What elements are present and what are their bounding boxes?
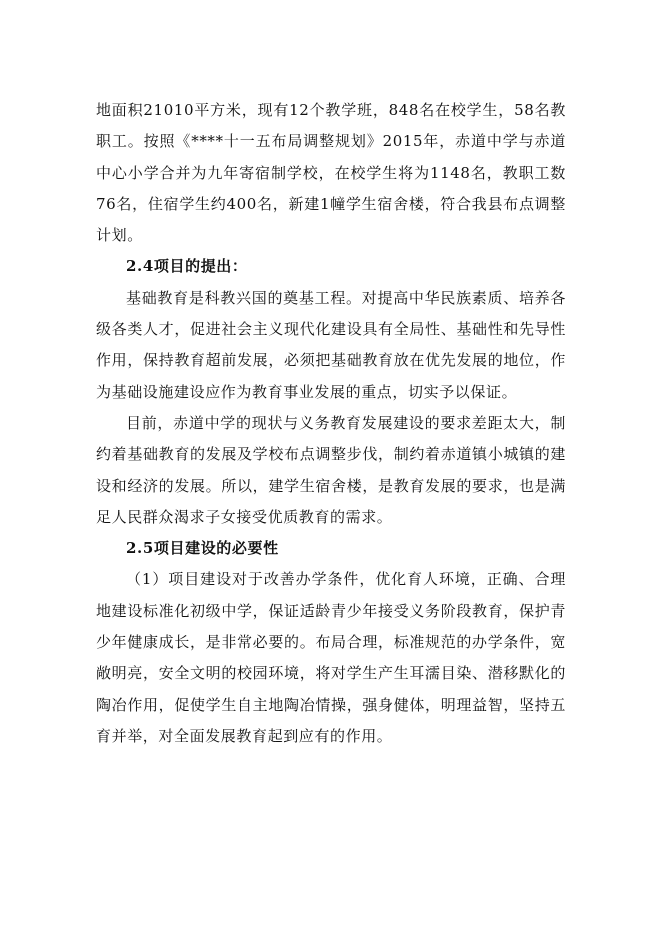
section-heading-project-proposal: 2.4项目的提出： (126, 257, 248, 276)
document-body (96, 95, 566, 752)
paragraph-necessity-1: （1）项目建设对于改善办学条件，优化育人环境，正确、合理地建设标准化初级中学，保证适龄青少年接受义务阶段教育，保护青少年健康成长，是非常必要的。布局合理，标准规范的办学条件，宽敞明亮，安全文明的校园环境，将对学生产生耳濡目染、潜移默化的陶冶作用，促使学生自主地陶冶情操，强身健体，明理益智，坚持五育并举，对全面发展教育起到应有的作用。 (96, 570, 566, 745)
paragraph-school-overview: 地面积21010平方米，现有12个教学班，848名在校学生，58名教职工。按照《****十一五布局调整规划》2015年，赤道中学与赤道中心小学合并为九年寄宿制学校，在校学生将为1148名，教职工数76名，住宿学生约400名，新建1幢学生宿舍楼，符合我县布点调整计划。 (96, 101, 566, 245)
paragraph-current-situation: 目前，赤道中学的现状与义务教育发展建设的要求差距太大，制约着基础教育的发展及学校布点调整步伐，制约着赤道镇小城镇的建设和经济的发展。所以，建学生宿舍楼，是教育发展的要求，也是满足人民群众渴求子女接受优质教育的需求。 (96, 413, 566, 526)
paragraph-basic-education: 基础教育是科教兴国的奠基工程。对提高中华民族素质、培养各级各类人才，促进社会主义现代化建设具有全局性、基础性和先导性作用，保持教育超前发展，必须把基础教育放在优先发展的地位，作为基础设施建设应作为教育事业发展的重点，切实予以保证。 (96, 288, 566, 401)
section-heading-necessity: 2.5项目建设的必要性 (126, 539, 279, 558)
